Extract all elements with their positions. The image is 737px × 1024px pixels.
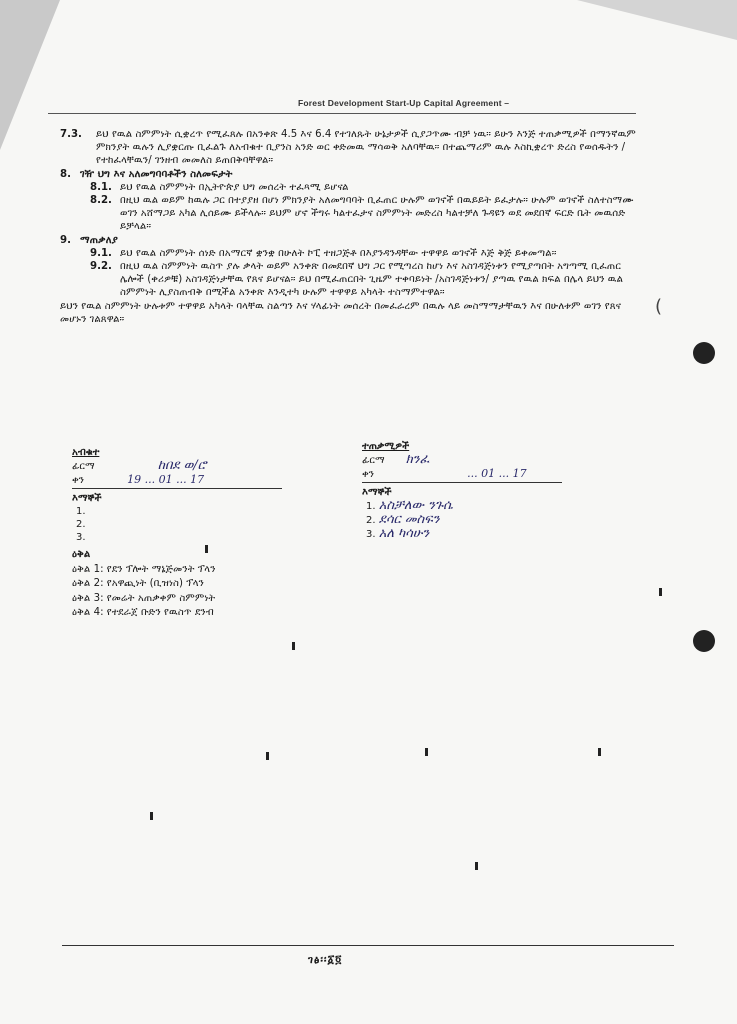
- section-8-title: [60, 168, 645, 181]
- annex-item: ዕቅል 1: የደን ፕሎት ማኔጅመንት ፕላን: [72, 563, 216, 575]
- witness-title: እማኞች: [72, 493, 102, 504]
- witness-entry: [366, 527, 602, 541]
- witness-number: 3.: [76, 532, 86, 543]
- clause-number: 7.3.: [60, 129, 82, 140]
- clause-8-1: [90, 181, 645, 194]
- witness-entry: [366, 499, 602, 513]
- clause-text: ይህ የዉል ስምምነት በኢትዮጵያ ህግ መሰረት ተፈጻሚ ይሆናል: [120, 181, 349, 193]
- page-corner-shadow-right: [577, 0, 737, 40]
- witness-name: አለ ካሳሁን: [378, 526, 430, 541]
- clause-number: 8.1.: [90, 181, 112, 193]
- signature-line: [72, 459, 312, 473]
- binder-hole-icon: [693, 342, 715, 364]
- handwritten-date: ... 01 ... 17: [467, 467, 527, 480]
- scan-speck: [150, 812, 153, 820]
- clause-text: በዚህ ዉል ወይም ከዉሉ ጋር በተያያዘ በሆነ ምክንያት አለመግባባት ቢፈጠር ሁሉም ወገኖች በዉይይት ይፈታሉ። ሁሉም ወገኖች ስለተስማሙ ወገን አሸማጋይ አካል ሊሰይሙ ይችላሉ። ይህም ሆኖ ችግሩ ካልተፈታና ስምምነት መድረስ ካልተቻለ ጉዳዩን ወደ መደበኛ ፍርድ ቤት መዉሰድ ይቻላል።: [120, 195, 634, 233]
- date-label: ቀን: [72, 475, 84, 486]
- clause-number: 9.2.: [90, 261, 112, 273]
- date-line: [362, 467, 602, 481]
- binder-hole-icon: [693, 630, 715, 652]
- clause-number: 8.: [60, 168, 71, 180]
- party-title: ተጠቃሚዎች: [362, 441, 410, 452]
- clause-9-1: [90, 247, 645, 260]
- scan-speck: [205, 545, 208, 553]
- witness-number: 2.: [366, 515, 376, 526]
- clause-7-3: [60, 128, 645, 168]
- clause-text: ይህ የዉል ስምምነት ሰነድ በአማርኛ ቋንቋ በሁለት ኮፒ ተዘጋጅቶ በእያንዳንዳቸው ተዋዋይ ወገኖች እጅ ቅጅ ይቀመጣል።: [120, 247, 557, 259]
- annex-item: ዕቅል 3: የመሬት አጠቃቀም ስምምነት: [72, 592, 216, 604]
- header-rule: [48, 113, 636, 114]
- party-title: አብቁተ: [72, 447, 100, 458]
- clause-text: በዚህ ዉል ስምምነት ዉስጥ ያሉ ቃላት ወይም አንቀጽ በመደበኛ ህግ ጋር የሚጣረስ ከሆነ እና አስገዳጅነቱን የሚያጣበት አግጣሚ ቢፈጠር ሌሎች (ቀሪዎቹ) አስገዳጅነታቸዉ የጸና ይሆናል። ይህ በሚፈጠርበት ጊዜም ተቀባይነት /አስገዳጅነቱን/ ያጣዉ የዉል ክፍል በሌላ ይህን ዉል ስምምነት ሊያስጠብቅ በሚችል አንቀጽ እንዲተካ ሁሉም ተዋዋይ አካላት ተስማምተዋል።: [120, 261, 624, 299]
- witness-entry: [366, 513, 602, 527]
- clause-8-2: [90, 194, 645, 234]
- document-body: [60, 128, 645, 326]
- margin-mark: (: [655, 296, 663, 317]
- signature-block-left: [72, 446, 312, 544]
- witness-number: 1.: [366, 501, 376, 512]
- signature-rule: [362, 482, 562, 483]
- scan-speck: [659, 588, 662, 596]
- witness-name: ደሳር መስፍን: [378, 512, 440, 527]
- clause-text: ይህ የዉል ስምምነት ሲቋረጥ የሚፈጸሉ በአንቀጽ 4.5 እና 6.4 የተገለጹት ሁኔታዎች ሲያጋጥሙ ብቻ ነዉ። ይሁን እንጅ ተጠቃሚዎች በማንኛዉም ምክንያት ዉሉን ሊያቋርጡ ቢፈልጉ ለአብቁተ ቢያንስ አንድ ወር ቀድመዉ ማሳወቅ አለባቸዉ። በተጨማሪም ዉሉ እስኪቋረጥ ድረስ የወሰዱትን /የተከፈላቸዉን/ ገንዘብ መመለስ ይጠበቅባቸዋል።: [96, 129, 636, 167]
- annex-list: [72, 548, 216, 621]
- handwritten-signature: ክንፈ: [405, 452, 430, 467]
- witness-title: እማኞች: [362, 487, 392, 498]
- date-line: [72, 473, 312, 487]
- scan-speck: [292, 642, 295, 650]
- annex-item: ዕቅል 2: የአዋጪነት (ቢዝነስ) ፕላን: [72, 578, 204, 590]
- clause-number: 9.1.: [90, 247, 112, 259]
- clause-9-2: [90, 260, 645, 300]
- annex-title: ዕቅል: [72, 549, 91, 560]
- clause-number: 8.2.: [90, 195, 112, 207]
- document-header: Forest Development Start-Up Capital Agreement –: [298, 98, 510, 108]
- signature-rule: [72, 488, 282, 489]
- signature-label: ፊርማ: [72, 461, 95, 472]
- signature-label: ፊርማ: [362, 455, 385, 466]
- clause-text: ገዥ ህግ እና አለመግባባቶችን ስለመፍታት: [80, 168, 233, 180]
- footer-rule: [62, 945, 674, 946]
- scan-speck: [475, 862, 478, 870]
- clause-text: ማጠቃለያ: [80, 234, 118, 246]
- witness-number: 3.: [366, 529, 376, 540]
- scan-speck: [425, 748, 428, 756]
- witness-number: 1.: [76, 506, 86, 517]
- signature-block-right: [362, 440, 602, 541]
- date-label: ቀን: [362, 469, 374, 480]
- section-9-title: [60, 234, 645, 247]
- clause-number: 9.: [60, 234, 71, 246]
- page-corner-shadow: [0, 0, 60, 150]
- scan-speck: [598, 748, 601, 756]
- witness-name: አስቻለው ንጉሴ: [378, 498, 453, 513]
- closing-statement: [60, 300, 645, 326]
- page-number: ገፅ፡፡፩፬: [308, 953, 343, 966]
- handwritten-signature: ከበደ ወ/ሮ: [157, 458, 207, 473]
- handwritten-date: 19 ... 01 ... 17: [127, 473, 205, 486]
- scan-speck: [266, 752, 269, 760]
- annex-item: ዕቅል 4: የተደራጀ ቡድን የዉስጥ ደንብ: [72, 607, 214, 619]
- signature-line: [362, 453, 602, 467]
- witness-number: 2.: [76, 519, 86, 530]
- closing-text: ይህን የዉል ስምምነት ሁሉቱም ተዋዋይ አካላት ባላቸዉ ስልጣን እና ሃላፊነት መሰረት በመፈራረም በዉሉ ላይ መስማማታቸዉን እና በሁለቱም ወገን የጸና መሆኑን ገልጸዋል።: [60, 300, 622, 325]
